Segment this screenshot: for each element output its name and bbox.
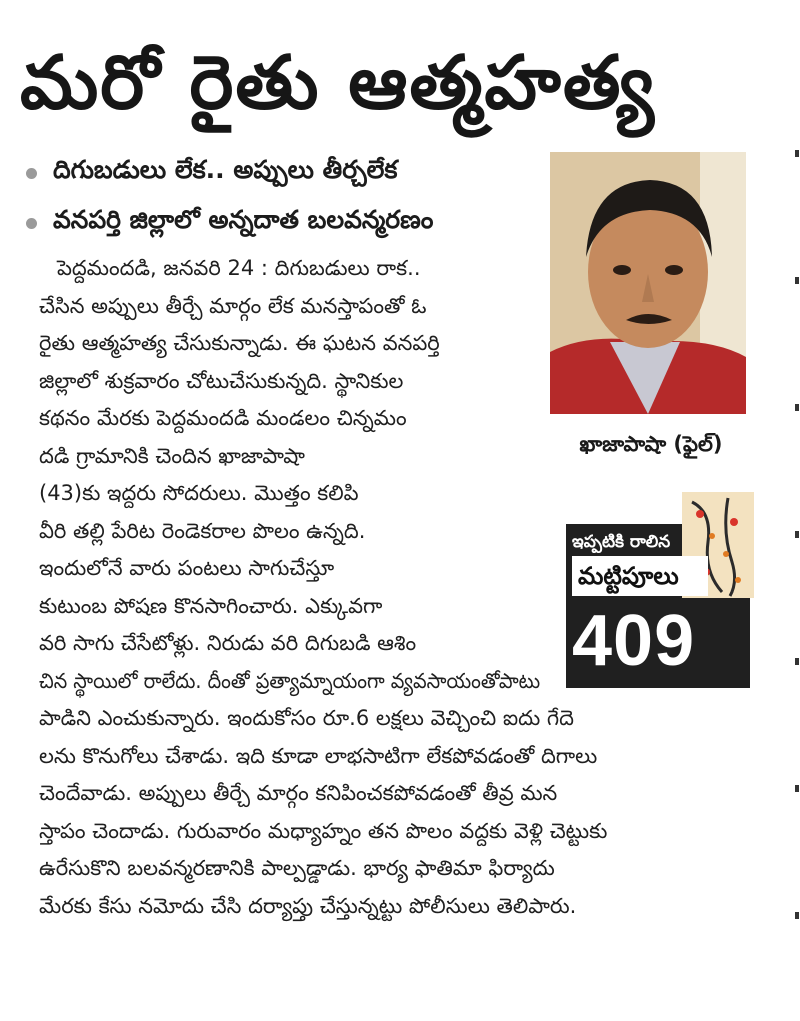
body-line: పెద్దమందడి, జనవరి 24 : దిగుబడులు రాక..	[57, 256, 421, 280]
body-line: వీరి తల్లి పేరిట రెండెకరాల పొలం ఉన్నది.	[39, 519, 366, 543]
subheadline-item	[26, 198, 546, 248]
body-line: స్తాపం చెందాడు. గురువారం మధ్యాహ్నం తన పొలం వద్దకు వెళ్లి చెట్టుకు	[39, 819, 608, 843]
headline: మరో రైతు ఆత్మహత్య	[20, 40, 656, 126]
body-line: రైతు ఆత్మహత్య చేసుకున్నాడు. ఈ ఘటన వనపర్తి	[39, 331, 440, 355]
body-line: లను కొనుగోలు చేశాడు. ఇది కూడా లాభసాటిగా లేకపోవడంతో దిగాలు	[39, 744, 598, 768]
body-line: కథనం మేరకు పెద్దమందడి మండలం చిన్నమం	[39, 406, 407, 430]
bullet-dot-icon	[26, 218, 37, 229]
subheadline-text: వనపర్తి జిల్లాలో అన్నదాత బలవన్మరణం	[53, 205, 434, 234]
infobox-line1: ఇప్పటికి రాలిన	[572, 532, 671, 552]
subheadline-list	[26, 148, 546, 248]
infobox-line2: మట్టిపూలు	[572, 556, 708, 596]
body-line: చిన స్థాయిలో రాలేదు. దీంతో ప్రత్యామ్నాయంగా వ్యవసాయంతోపాటు	[39, 669, 541, 693]
body-line: వరి సాగు చేసేటోళ్లు. నిరుడు వరి దిగుబడి ఆశిం	[39, 631, 417, 655]
body-line: మేరకు కేసు నమోదు చేసి దర్యాప్తు చేస్తున్నట్టు పోలీసులు తెలిపారు.	[39, 894, 577, 918]
body-line: ఉరేసుకొని బలవన్మరణానికి పాల్పడ్డాడు. భార్య ఫాతిమా ఫిర్యాదు	[39, 856, 555, 880]
body-line: చెందేవాడు. అప్పులు తీర్చే మార్గం కనిపించకపోవడంతో తీవ్ర మన	[39, 781, 558, 805]
infobox-count: 409	[572, 601, 696, 681]
subheadline-item	[26, 148, 546, 198]
subheadline-text: దిగుబడులు లేక.. అప్పులు తీర్చలేక	[53, 155, 398, 184]
photo-caption: ఖాజాపాషా (ఫైల్)	[579, 432, 723, 456]
body-line: (43)కు ఇద్దరు సోదరులు. మొత్తం కలిపి	[39, 481, 359, 505]
body-line: ఇందులోనే వారు పంటలు సాగుచేస్తూ	[39, 556, 335, 580]
body-line: కుటుంబ పోషణ కొనసాగించారు. ఎక్కువగా	[39, 594, 383, 618]
death-toll-infobox	[566, 492, 754, 688]
adjacent-column-edge	[794, 150, 800, 1000]
body-line: దడి గ్రామానికి చెందిన ఖాజాపాషా	[39, 444, 305, 468]
body-line: పాడిని ఎంచుకున్నారు. ఇందుకోసం రూ.6 లక్షలు వెచ్చించి ఐదు గేదె	[39, 706, 574, 730]
farmer-photo	[550, 152, 746, 414]
bullet-dot-icon	[26, 168, 37, 179]
body-line: చేసిన అప్పులు తీర్చే మార్గం లేక మనస్తాపంతో ఓ	[39, 294, 427, 318]
body-line: జిల్లాలో శుక్రవారం చోటుచేసుకున్నది. స్థానికుల	[39, 369, 404, 393]
portrait-image	[550, 152, 746, 414]
